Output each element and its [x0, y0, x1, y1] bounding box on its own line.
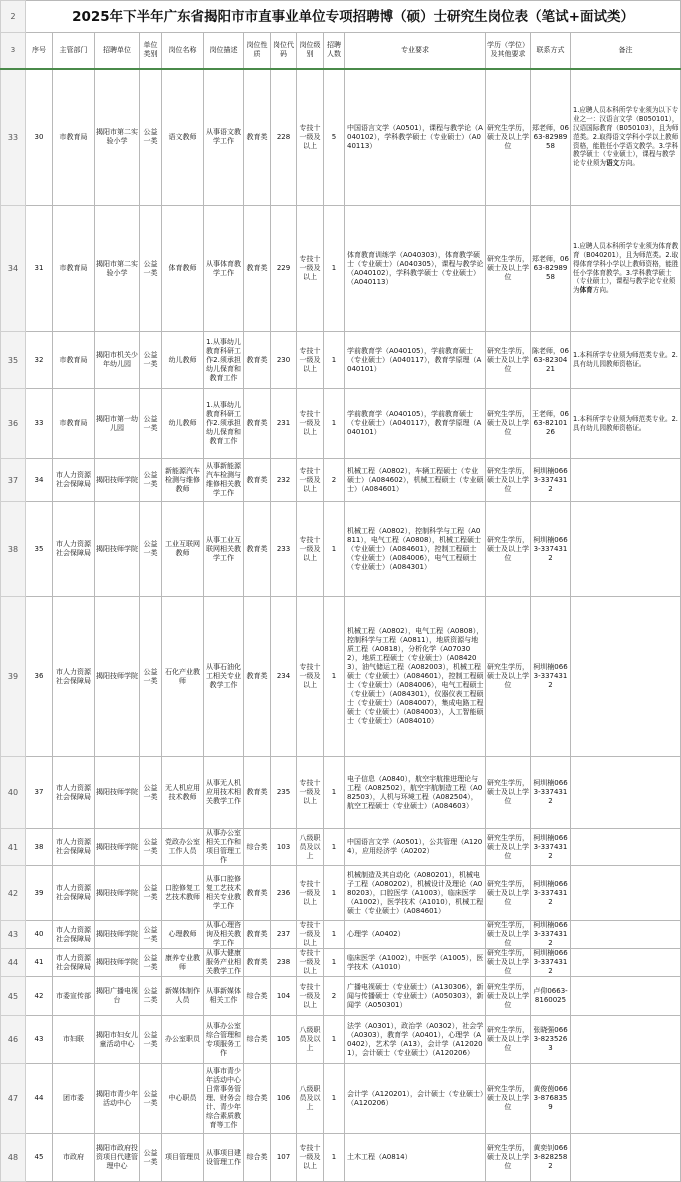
cell-nature: 教育类 [244, 921, 271, 949]
cell-description: 从事口腔修复工艺技术相关专业教学工作 [204, 866, 244, 921]
cell-description: 从事新媒体相关工作 [204, 977, 244, 1016]
cell-description: 从事无人机应用技术相关教学工作 [204, 757, 244, 829]
cell-major: 土木工程（A0814） [345, 1134, 486, 1182]
row-number[interactable]: 45 [1, 977, 26, 1016]
cell-major: 会计学（A120201），会计硕士（专业硕士）（A120206） [345, 1064, 486, 1134]
cell-seq: 30 [26, 69, 53, 206]
cell-contact: 黄奕钊0663-8282582 [531, 1134, 571, 1182]
cell-dept: 市妇联 [53, 1016, 95, 1064]
cell-description: 从事项目建设管理工作 [204, 1134, 244, 1182]
row-number[interactable]: 33 [1, 69, 26, 206]
cell-code: 107 [271, 1134, 297, 1182]
cell-note [571, 502, 681, 597]
cell-dept: 市人力资源社会保障局 [53, 757, 95, 829]
cell-post: 办公室职员 [162, 1016, 204, 1064]
cell-count: 1 [324, 921, 345, 949]
cell-category: 公益一类 [140, 829, 162, 866]
header-note: 备注 [571, 33, 681, 69]
cell-category: 公益一类 [140, 69, 162, 206]
cell-code: 229 [271, 206, 297, 332]
cell-unit: 揭阳市机关少年幼儿园 [95, 332, 140, 389]
cell-unit: 揭阳市青少年活动中心 [95, 1064, 140, 1134]
cell-nature: 教育类 [244, 69, 271, 206]
cell-code: 234 [271, 597, 297, 757]
cell-level: 专技十一级及以上 [297, 597, 324, 757]
cell-education: 研究生学历，硕士及以上学位 [486, 977, 531, 1016]
cell-post: 体育教师 [162, 206, 204, 332]
cell-code: 237 [271, 921, 297, 949]
row-number[interactable]: 42 [1, 866, 26, 921]
cell-nature: 教育类 [244, 459, 271, 502]
cell-count: 1 [324, 866, 345, 921]
cell-dept: 团市委 [53, 1064, 95, 1134]
cell-count: 1 [324, 1134, 345, 1182]
cell-description: 从事新能源汽车检测与维修相关教学工作 [204, 459, 244, 502]
row-number[interactable]: 35 [1, 332, 26, 389]
cell-dept: 市教育局 [53, 332, 95, 389]
row-number[interactable]: 40 [1, 757, 26, 829]
cell-contact: 陈老师，0663-8230421 [531, 332, 571, 389]
cell-contact: 郑老师，0663-8298958 [531, 206, 571, 332]
cell-level: 专技十一级及以上 [297, 757, 324, 829]
cell-post: 中心职员 [162, 1064, 204, 1134]
cell-level: 专技十一级及以上 [297, 949, 324, 977]
cell-level: 八级职员及以上 [297, 1016, 324, 1064]
cell-count: 1 [324, 757, 345, 829]
cell-unit: 揭阳技师学院 [95, 866, 140, 921]
cell-category: 公益一类 [140, 597, 162, 757]
note-text: 1.本科所学专业须为师范类专业。2.具有幼儿园教师资格证。 [573, 414, 678, 432]
cell-count: 1 [324, 949, 345, 977]
cell-count: 1 [324, 1016, 345, 1064]
cell-post: 心理教师 [162, 921, 204, 949]
cell-nature: 综合类 [244, 1064, 271, 1134]
header-major: 专业要求 [345, 33, 486, 69]
cell-description: 从事工业互联网相关教学工作 [204, 502, 244, 597]
cell-post: 项目管理员 [162, 1134, 204, 1182]
cell-dept: 市教育局 [53, 389, 95, 459]
table-row [1, 949, 681, 977]
cell-note [571, 1134, 681, 1182]
cell-education: 研究生学历，硕士及以上学位 [487, 949, 529, 975]
cell-count: 1 [324, 1064, 345, 1134]
cell-nature: 教育类 [244, 757, 271, 829]
cell-category: 公益一类 [140, 332, 162, 389]
table-row [1, 829, 681, 866]
cell-code: 106 [271, 1064, 297, 1134]
row-number[interactable]: 37 [1, 459, 26, 502]
cell-code: 230 [271, 332, 297, 389]
cell-major: 机械制造及其自动化（A080201），机械电子工程（A080202），机械设计及理论（A080203），口腔医学（A1003），临床医学（A1002），医学技术（A1010），机械工程硕士（专业硕士）（A084601） [345, 866, 486, 921]
cell-major: 广播电视硕士（专业硕士）（A130306），新闻与传播硕士（专业硕士）（A050303），新闻学（A050301） [345, 977, 486, 1016]
cell-post: 新能源汽车检测与维修教师 [162, 459, 204, 502]
cell-major: 法学（A0301），政治学（A0302），社会学（A0303），教育学（A0401），心理学（A0402），艺术学（A13），会计学（A120201），会计硕士（专业硕士）（A120206） [345, 1016, 486, 1064]
row-number[interactable]: 47 [1, 1064, 26, 1134]
header-nature: 岗位性质 [244, 33, 271, 69]
cell-dept: 市人力资源社会保障局 [53, 597, 95, 757]
cell-dept: 市人力资源社会保障局 [53, 829, 95, 866]
row-number[interactable]: 44 [1, 949, 26, 977]
cell-post: 幼儿教师 [162, 389, 204, 459]
cell-count: 2 [324, 977, 345, 1016]
cell-code: 233 [271, 502, 297, 597]
cell-major: 学前教育学（A040105），学前教育硕士（专业硕士）（A040117），教育学原理（A040101） [345, 332, 486, 389]
cell-code: 235 [271, 757, 297, 829]
cell-nature: 综合类 [244, 1134, 271, 1182]
cell-post: 口腔修复工艺技术教师 [162, 866, 204, 921]
cell-contact: 柯圳楠0663-3374312 [531, 459, 571, 502]
row-number[interactable]: 46 [1, 1016, 26, 1064]
cell-nature: 教育类 [244, 949, 271, 977]
cell-dept: 市人力资源社会保障局 [53, 921, 95, 949]
cell-contact: 柯圳楠0663-3374312 [531, 866, 571, 921]
cell-post: 新媒体制作人员 [162, 977, 204, 1016]
header-description: 岗位描述 [204, 33, 244, 69]
header-dept: 主管部门 [53, 33, 95, 69]
note-emphasis: 语文 [605, 159, 620, 168]
cell-level: 专技十一级及以上 [297, 502, 324, 597]
cell-description: 从事体育教学工作 [204, 206, 244, 332]
cell-contact: 卢仰0663-8160025 [531, 977, 571, 1016]
header-row [1, 33, 681, 69]
row-number[interactable]: 36 [1, 389, 26, 459]
cell-education: 研究生学历，硕士及以上学位 [486, 1134, 531, 1182]
cell-major: 电子信息（A0840），航空宇航推进理论与工程（A082502），航空宇航制造工程（A082503），人机与环境工程（A082504），航空工程硕士（专业硕士）（A084603） [345, 757, 486, 829]
row-number[interactable]: 39 [1, 597, 26, 757]
cell-dept: 市人力资源社会保障局 [53, 949, 95, 977]
cell-note [571, 597, 681, 757]
cell-dept: 市教育局 [53, 206, 95, 332]
cell-dept: 市教育局 [53, 69, 95, 206]
cell-contact: 柯圳楠0663-3374312 [531, 949, 571, 977]
cell-category: 公益一类 [140, 949, 162, 977]
cell-code: 238 [271, 949, 297, 977]
cell-unit: 揭阳技师学院 [95, 921, 140, 949]
cell-seq: 39 [26, 866, 53, 921]
cell-seq: 32 [26, 332, 53, 389]
cell-dept: 市政府 [53, 1134, 95, 1182]
cell-unit: 揭阳技师学院 [95, 597, 140, 757]
cell-education: 研究生学历，硕士及以上学位 [486, 1016, 531, 1064]
header-level: 岗位级别 [297, 33, 324, 69]
header-seq: 序号 [26, 33, 53, 69]
cell-note [571, 206, 681, 332]
cell-education: 研究生学历，硕士及以上学位 [486, 829, 531, 866]
cell-education: 研究生学历，硕士及以上学位 [486, 1064, 531, 1134]
row-number[interactable]: 43 [1, 921, 26, 949]
cell-nature: 综合类 [244, 829, 271, 866]
cell-code: 103 [271, 829, 297, 866]
cell-education: 研究生学历，硕士及以上学位 [486, 69, 531, 206]
cell-count: 1 [324, 829, 345, 866]
row-number[interactable]: 34 [1, 206, 26, 332]
cell-seq: 33 [26, 389, 53, 459]
cell-level: 八级职员及以上 [297, 829, 324, 866]
cell-description: 1.从事幼儿教育科研工作2.须承担幼儿保育和教育工作 [204, 332, 244, 389]
cell-unit: 揭阳技师学院 [95, 502, 140, 597]
cell-major: 机械工程（A0802），车辆工程硕士（专业硕士）（A084602），机械工程硕士（专业硕士）（A084601） [345, 459, 486, 502]
cell-code: 105 [271, 1016, 297, 1064]
cell-code: 228 [271, 69, 297, 206]
cell-description: 从事心理咨询及相关教学工作 [204, 921, 244, 949]
cell-seq: 44 [26, 1064, 53, 1134]
cell-education: 研究生学历，硕士及以上学位 [486, 502, 531, 597]
cell-unit: 揭阳市第二实验小学 [95, 69, 140, 206]
row-number[interactable]: 38 [1, 502, 26, 597]
cell-count: 1 [324, 332, 345, 389]
table-row [1, 332, 681, 389]
cell-category: 公益一类 [140, 866, 162, 921]
cell-education: 研究生学历，硕士及以上学位 [486, 757, 531, 829]
cell-level: 专技十一级及以上 [297, 332, 324, 389]
cell-education: 研究生学历，硕士及以上学位 [486, 206, 531, 332]
cell-level: 专技十一级及以上 [297, 389, 324, 459]
cell-education: 研究生学历，硕士及以上学位 [486, 597, 531, 757]
cell-nature: 综合类 [244, 977, 271, 1016]
cell-major: 机械工程（A0802），电气工程（A0808），控制科学与工程（A0811），地质资源与地质工程（A0818），分析化学（A070302），地质工程硕士（专业硕士）（A084203），油气储运工程（A082003），机械工程硕士（专业硕士）（A084601），控制工程硕士（专业硕士）（A084006），电气工程硕士（专业硕士）（A084301），仪器仪表工程硕士（专业硕士）（A084007），集成电路工程硕士（专业硕士）（A084003），人工智能硕士（专业硕士）（A084010） [345, 597, 486, 757]
cell-seq: 41 [26, 949, 53, 977]
cell-nature: 教育类 [244, 332, 271, 389]
cell-note [571, 866, 681, 921]
cell-note [571, 332, 681, 389]
cell-nature: 综合类 [244, 1016, 271, 1064]
cell-note [571, 829, 681, 866]
cell-nature: 教育类 [244, 866, 271, 921]
table-row [1, 757, 681, 829]
header-unit: 招聘单位 [95, 33, 140, 69]
table-row [1, 459, 681, 502]
note-text: 1.本科所学专业须为师范类专业。2.具有幼儿园教师资格证。 [573, 351, 678, 368]
table-row [1, 1016, 681, 1064]
cell-description: 从事办公室综合管理和专项服务工作 [204, 1016, 244, 1064]
cell-note [571, 1064, 681, 1134]
cell-category: 公益一类 [140, 1064, 162, 1134]
cell-post: 康养专业教师 [162, 949, 204, 977]
cell-seq: 40 [26, 921, 53, 949]
cell-education: 研究生学历，硕士及以上学位 [486, 332, 531, 389]
cell-unit: 揭阳市第二实验小学 [95, 206, 140, 332]
cell-nature: 教育类 [244, 597, 271, 757]
row-number[interactable]: 41 [1, 829, 26, 866]
cell-seq: 35 [26, 502, 53, 597]
cell-major: 临床医学（A1002），中医学（A1005），医学技术（A1010） [345, 949, 486, 977]
title-row [1, 1, 681, 33]
cell-dept: 市委宣传部 [53, 977, 95, 1016]
cell-contact: 黄俊茵0663-8768359 [531, 1064, 571, 1134]
cell-post: 党政办公室工作人员 [162, 829, 204, 866]
cell-level: 专技十一级及以上 [297, 206, 324, 332]
cell-category: 公益一类 [140, 502, 162, 597]
row-number[interactable]: 48 [1, 1134, 26, 1182]
cell-count: 1 [324, 389, 345, 459]
table-row [1, 597, 681, 757]
cell-note [571, 389, 681, 459]
cell-code: 232 [271, 459, 297, 502]
cell-count: 1 [324, 597, 345, 757]
header-category: 单位类别 [140, 33, 162, 69]
cell-seq: 31 [26, 206, 53, 332]
cell-level: 专技十一级及以上 [297, 921, 324, 949]
cell-major: 中国语言文学（A0501），课程与教学论（A040102），学科教学硕士（专业硕士）（A040113） [345, 69, 486, 206]
cell-contact: 郑老师，0663-8298958 [531, 69, 571, 206]
row-number[interactable]: 3 [1, 33, 26, 69]
cell-note [571, 949, 681, 977]
header-contact: 联系方式 [531, 33, 571, 69]
cell-level: 专技十一级及以上 [297, 1134, 324, 1182]
cell-post: 石化产业教师 [162, 597, 204, 757]
cell-education: 研究生学历，硕士及以上学位 [486, 389, 531, 459]
cell-category: 公益一类 [140, 459, 162, 502]
cell-nature: 教育类 [244, 389, 271, 459]
table-body [1, 1, 681, 1182]
table-row [1, 389, 681, 459]
cell-level: 专技十一级及以上 [297, 69, 324, 206]
sheet-title: 2025年下半年广东省揭阳市市直事业单位专项招聘博（硕）士研究生岗位表（笔试+面试类） [26, 1, 681, 33]
table-row [1, 977, 681, 1016]
cell-unit: 揭阳技师学院 [95, 949, 140, 977]
cell-level: 八级职员及以上 [297, 1064, 324, 1134]
cell-count: 1 [324, 206, 345, 332]
cell-education: 研究生学历，硕士及以上学位 [486, 866, 531, 921]
cell-dept: 市人力资源社会保障局 [53, 459, 95, 502]
cell-contact: 柯圳楠0663-3374312 [531, 829, 571, 866]
cell-post: 工业互联网教师 [162, 502, 204, 597]
cell-nature: 教育类 [244, 502, 271, 597]
cell-count: 2 [324, 459, 345, 502]
table-row [1, 921, 681, 949]
cell-post: 语文教师 [162, 69, 204, 206]
cell-major: 中国语言文学（A0501），公共管理（A1204），应用经济学（A0202） [345, 829, 486, 866]
cell-description: 从事市青少年活动中心日常事务管理、财务会计、青少年综合素质教育等工作 [204, 1064, 244, 1134]
cell-level: 专技十一级及以上 [297, 459, 324, 502]
cell-contact: 柯圳楠0663-3374312 [531, 502, 571, 597]
cell-note [571, 459, 681, 502]
note-text: 1.应聘人员本科所学专业须为体育教育（B040201），且为师范类。2.取得体育学科小学以上教师资格，能胜任小学体育教学。3.学科教学硕士（专业硕士），课程与教学论专业须为 [573, 242, 679, 295]
cell-description: 从事办公室相关工作和项目管理工作 [204, 829, 244, 866]
cell-dept: 市人力资源社会保障局 [53, 502, 95, 597]
cell-contact: 柯圳楠0663-3374312 [531, 921, 571, 949]
cell-note [571, 1016, 681, 1064]
cell-seq: 43 [26, 1016, 53, 1064]
cell-nature: 教育类 [244, 206, 271, 332]
cell-level: 专技十一级及以上 [297, 866, 324, 921]
cell-seq: 38 [26, 829, 53, 866]
table-row [1, 1134, 681, 1182]
cell-post: 无人机应用技术教师 [162, 757, 204, 829]
cell-level: 专技十一级及以上 [297, 977, 324, 1016]
cell-major: 学前教育学（A040105），学前教育硕士（专业硕士）（A040117），教育学原理（A040101） [345, 389, 486, 459]
cell-note [571, 757, 681, 829]
cell-unit: 揭阳市妇女儿童活动中心 [95, 1016, 140, 1064]
cell-education: 研究生学历，硕士及以上学位 [486, 459, 531, 502]
cell-description: 1.从事幼儿教育科研工作2.须承担幼儿保育和教育工作 [204, 389, 244, 459]
cell-unit: 揭阳市第一幼儿园 [95, 389, 140, 459]
cell-major: 体育教育训练学（A040303），体育教学硕士（专业硕士）（A040305），课程与教学论（A040102），学科教学硕士（专业硕士）（A040113） [345, 206, 486, 332]
header-code: 岗位代码 [271, 33, 297, 69]
cell-post: 幼儿教师 [162, 332, 204, 389]
cell-category: 公益二类 [140, 977, 162, 1016]
cell-unit: 揭阳广播电视台 [95, 977, 140, 1016]
cell-seq: 45 [26, 1134, 53, 1182]
cell-education: 研究生学历，硕士及以上学位 [487, 921, 529, 947]
cell-contact: 柯圳楠0663-3374312 [531, 597, 571, 757]
table-row [1, 866, 681, 921]
cell-dept: 市人力资源社会保障局 [53, 866, 95, 921]
cell-category: 公益一类 [140, 389, 162, 459]
cell-category: 公益一类 [140, 921, 162, 949]
cell-note [571, 977, 681, 1016]
cell-category: 公益一类 [140, 1134, 162, 1182]
table-row [1, 502, 681, 597]
cell-category: 公益一类 [140, 1016, 162, 1064]
cell-unit: 揭阳技师学院 [95, 459, 140, 502]
note-text: 方向。 [592, 286, 613, 295]
table-row [1, 206, 681, 332]
cell-unit: 揭阳技师学院 [95, 829, 140, 866]
note-text: 方向。 [619, 159, 639, 168]
cell-code: 236 [271, 866, 297, 921]
note-emphasis: 体育 [579, 286, 593, 295]
cell-description: 从事语文教学工作 [204, 69, 244, 206]
cell-description: 从事石油化工相关专业教学工作 [204, 597, 244, 757]
cell-unit: 揭阳技师学院 [95, 757, 140, 829]
cell-contact: 柯圳楠0663-3374312 [531, 757, 571, 829]
table-row [1, 1064, 681, 1134]
cell-note [571, 69, 681, 206]
cell-category: 公益一类 [140, 206, 162, 332]
note-text: 1.应聘人员本科所学专业须为以下专业之一：汉语言文学（B050101），汉语国际教育（B050103），且为师范类。2.取得语文学科小学以上教师资格，能胜任小学语文教学。3.学科教学硕士（专业硕士），课程与教学论专业须为 [573, 106, 679, 168]
cell-seq: 34 [26, 459, 53, 502]
cell-unit: 揭阳市政府投资项目代建管理中心 [95, 1134, 140, 1182]
cell-major: 机械工程（A0802），控制科学与工程（A0811），电气工程（A0808），机械工程硕士（专业硕士）（A084601），控制工程硕士（专业硕士）（A084006），电气工程硕士（专业硕士）（A084301） [345, 502, 486, 597]
cell-seq: 36 [26, 597, 53, 757]
cell-description: 从事大健康服务产业相关教学工作 [204, 949, 244, 977]
cell-contact: 王老师，0663-8210126 [531, 389, 571, 459]
header-count: 招聘人数 [324, 33, 345, 69]
cell-code: 231 [271, 389, 297, 459]
header-education: 学历（学位）及其他要求 [486, 33, 531, 69]
cell-seq: 42 [26, 977, 53, 1016]
header-post: 岗位名称 [162, 33, 204, 69]
cell-note [571, 921, 681, 949]
row-number[interactable]: 2 [1, 1, 26, 33]
cell-seq: 37 [26, 757, 53, 829]
cell-count: 1 [324, 502, 345, 597]
cell-contact: 张晓强0663-8235263 [531, 1016, 571, 1064]
cell-major: 心理学（A0402） [345, 921, 486, 949]
table-row [1, 69, 681, 206]
cell-count: 5 [324, 69, 345, 206]
cell-category: 公益一类 [140, 757, 162, 829]
cell-code: 104 [271, 977, 297, 1016]
